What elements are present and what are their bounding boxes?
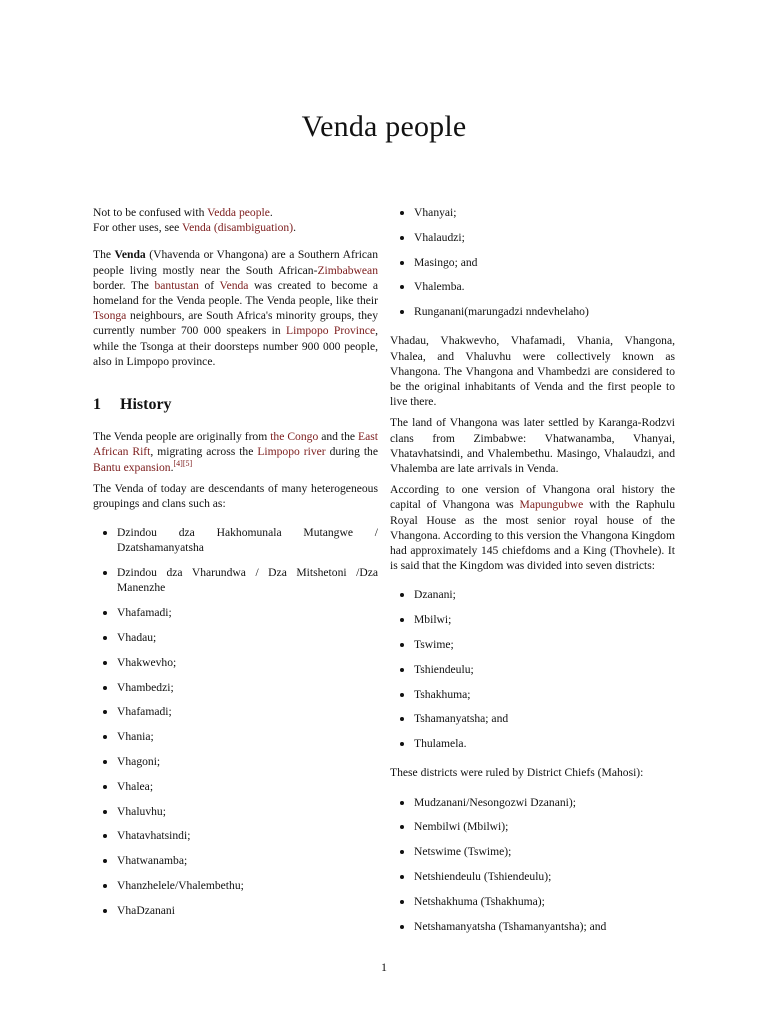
bullet-icon	[400, 825, 404, 829]
chiefs-intro-paragraph: These districts were ruled by District Chiefs (Mahosi):	[390, 766, 644, 780]
list-item-text: Vhanzhelele/Vhalembethu;	[117, 879, 244, 893]
tsonga-link[interactable]: Tsonga	[93, 309, 127, 323]
bullet-icon	[103, 760, 107, 764]
bullet-icon	[400, 310, 404, 314]
list-item-text: Masingo; and	[414, 255, 478, 269]
oral-history-text: with the Raphulu Royal House as the most senior royal house of the Vhangona. According to this version the Vhangona Kingdom had approximately 145 chiefdoms and a King (Thovhele). It is said that the Kingdom was divided into seven districts:	[390, 498, 675, 573]
settlement-paragraph: The land of Vhangona was later settled by Karanga-Rodzvi clans from Zimbabwe: Vhatwanamba, Vhanyai, Vhatavhatsindi, and Vhalembethu. Masingo, Vhalaudzi, and Vhalemba are late arrivals in Venda.	[390, 416, 675, 476]
bullet-icon	[103, 571, 107, 575]
list-item-text: Vhatavhatsindi;	[117, 829, 191, 843]
bullet-icon	[103, 909, 107, 913]
bantustan-link[interactable]: bantustan	[154, 278, 199, 292]
list-item	[93, 605, 378, 620]
list-item	[390, 894, 675, 909]
section-number: 1	[93, 396, 101, 414]
bullet-icon	[103, 834, 107, 838]
list-item	[390, 662, 675, 677]
history-text: and the	[318, 430, 359, 444]
clans-list	[93, 525, 378, 918]
list-item	[93, 704, 378, 719]
list-item-text: Dzindou dza Hakhomunala Mutangwe / Dzatshamanyatsha	[117, 526, 378, 555]
list-item	[390, 230, 675, 245]
oral-history-text: According to one version of Vhangona oral history the capital of Vhangona was	[390, 483, 675, 512]
bullet-icon	[103, 531, 107, 535]
hatnote-text: For other uses, see	[93, 221, 182, 235]
list-item-text: Tshiendeulu;	[414, 662, 474, 676]
bullet-icon	[400, 618, 404, 622]
the-congo-link[interactable]: the Congo	[270, 430, 319, 444]
bullet-icon	[103, 810, 107, 814]
chiefs-list	[390, 795, 675, 934]
intro-text: neighbours, are South Africa's minority groups, they currently number 700 000 speakers in	[93, 309, 378, 338]
section-title: History	[120, 396, 172, 414]
list-item-text: Vhalea;	[117, 779, 154, 793]
bullet-icon	[400, 668, 404, 672]
intro-text: of	[198, 278, 220, 292]
history-text: , migrating across the	[150, 445, 258, 459]
bullet-icon	[400, 900, 404, 904]
list-item	[390, 844, 675, 859]
clans-list-continued	[390, 205, 675, 319]
list-item	[390, 587, 675, 602]
list-item	[93, 878, 378, 893]
history-paragraph-2: The Venda of today are descendants of many heterogeneous groupings and clans such as:	[93, 481, 378, 511]
list-item	[390, 205, 675, 220]
bullet-icon	[103, 636, 107, 640]
list-item	[93, 853, 378, 868]
list-item-text: Tshakhuma;	[414, 687, 471, 701]
list-item	[390, 255, 675, 270]
history-paragraph-1	[93, 429, 378, 475]
citation-link[interactable]: [4][5]	[173, 458, 193, 468]
bullet-icon	[400, 236, 404, 240]
page-title: Venda people	[301, 110, 467, 143]
list-item-text: Tshamanyatsha; and	[414, 712, 509, 726]
list-item-text: Netshakhuma (Tshakhuma);	[414, 894, 545, 908]
list-item-text: Vhatwanamba;	[117, 854, 188, 868]
list-item	[93, 729, 378, 744]
history-text: during the	[325, 445, 378, 459]
list-item	[93, 779, 378, 794]
intro-text: (Vhavenda or Vhangona) are a Southern African people living mostly near the South African-	[93, 248, 378, 277]
list-item-text: Mbilwi;	[414, 613, 452, 627]
list-item	[93, 525, 378, 555]
right-column	[390, 205, 675, 948]
list-item	[390, 795, 675, 810]
hatnote-line-1	[93, 205, 378, 220]
intro-text: border. The	[93, 278, 155, 292]
zimbabwean-link[interactable]: Zimbabwean	[317, 263, 378, 277]
intro-text: , while the Tsonga at their doorsteps number 900 000 people, also in Limpopo province.	[93, 324, 378, 368]
bullet-icon	[400, 850, 404, 854]
hatnote-text: Not to be confused with	[93, 206, 208, 219]
list-item-text: Vhaluvhu;	[117, 804, 166, 818]
intro-bold-term: Venda	[114, 248, 146, 262]
list-item-text: Vhanyai;	[414, 206, 457, 219]
bullet-icon	[103, 884, 107, 888]
list-item	[93, 754, 378, 769]
list-item-text: Dzindou dza Vharundwa / Dza Mitshetoni /Dza Manenzhe	[117, 566, 378, 595]
intro-paragraph	[93, 247, 378, 369]
list-item-text: Mudzanani/Nesongozwi Dzanani);	[414, 795, 576, 809]
list-item	[93, 655, 378, 670]
list-item-text: Nembilwi (Mbilwi);	[414, 820, 509, 834]
bullet-icon	[103, 710, 107, 714]
left-column	[93, 205, 378, 932]
list-item-text: Vhalaudzi;	[414, 230, 465, 244]
list-item	[390, 637, 675, 652]
list-item	[93, 903, 378, 918]
bullet-icon	[400, 717, 404, 721]
list-item-text: Vhalemba.	[414, 280, 465, 294]
list-item-text: Tswime;	[414, 638, 454, 652]
intro-text: was created to become a homeland for the Venda people. The Venda people, like their	[93, 278, 378, 308]
bullet-icon	[103, 611, 107, 615]
bullet-icon	[400, 693, 404, 697]
list-item-text: Vhambedzi;	[117, 680, 174, 694]
list-item	[390, 869, 675, 884]
list-item	[93, 680, 378, 695]
bullet-icon	[103, 859, 107, 863]
intro-text: The	[93, 248, 115, 262]
bullet-icon	[400, 211, 404, 215]
list-item-text: Vhakwevho;	[117, 655, 177, 669]
hatnote-text: .	[293, 221, 296, 235]
list-item	[93, 565, 378, 595]
hatnote	[93, 205, 378, 235]
vhangona-paragraph: Vhadau, Vhakwevho, Vhafamadi, Vhania, Vhangona, Vhalea, and Vhaluvhu were collectively known as Vhangona. The Vhangona and Vhambedzi are considered to be the original inhabitants of Venda and the first people to live there.	[390, 334, 675, 409]
list-item	[93, 630, 378, 645]
history-text: The Venda people are originally from	[93, 430, 271, 444]
bullet-icon	[400, 875, 404, 879]
bullet-icon	[400, 643, 404, 647]
hatnote-line-2	[93, 220, 378, 235]
bullet-icon	[103, 735, 107, 739]
list-item-text: Runganani(marungadzi nndevhelaho)	[414, 305, 589, 319]
list-item	[390, 736, 675, 751]
oral-history-paragraph	[390, 482, 675, 573]
bullet-icon	[103, 785, 107, 789]
list-item	[390, 919, 675, 934]
history-text: .	[170, 460, 174, 474]
limpopo-province-link[interactable]: Limpopo Province	[286, 324, 376, 338]
bullet-icon	[400, 593, 404, 597]
bullet-icon	[103, 661, 107, 665]
venda-link[interactable]: Venda	[219, 278, 249, 292]
bullet-icon	[400, 285, 404, 289]
list-item-text: Vhafamadi;	[117, 705, 172, 719]
list-item	[390, 304, 675, 319]
history-heading	[93, 397, 378, 412]
districts-list	[390, 587, 675, 751]
bantu-expansion-link[interactable]: Bantu expansion	[93, 460, 171, 474]
list-item	[390, 819, 675, 834]
list-item-text: Vhania;	[117, 730, 154, 744]
list-item-text: Vhagoni;	[117, 755, 161, 769]
bullet-icon	[400, 801, 404, 805]
list-item	[93, 828, 378, 843]
list-item-text: Vhadau;	[117, 631, 157, 645]
list-item	[93, 804, 378, 819]
list-item-text: Thulamela.	[414, 737, 467, 751]
list-item-text: VhaDzanani	[117, 903, 175, 917]
venda-disambiguation-link[interactable]: Venda (disambiguation)	[181, 221, 294, 235]
list-item	[390, 612, 675, 627]
mapungubwe-link[interactable]: Mapungubwe	[519, 498, 584, 512]
bullet-icon	[103, 686, 107, 690]
list-item-text: Netshamanyatsha (Tshamanyantsha); and	[414, 919, 607, 933]
list-item	[390, 711, 675, 726]
vedda-people-link[interactable]: Vedda people	[207, 206, 270, 219]
east-african-rift-link[interactable]: East African Rift	[93, 430, 378, 459]
list-item-text: Dzanani;	[414, 588, 456, 602]
limpopo-river-link[interactable]: Limpopo river	[257, 445, 326, 459]
list-item-text: Vhafamadi;	[117, 606, 172, 620]
bullet-icon	[400, 261, 404, 265]
list-item-text: Netshiendeulu (Tshiendeulu);	[414, 870, 552, 884]
list-item-text: Netswime (Tswime);	[414, 845, 512, 859]
page-number: 1	[381, 960, 387, 974]
hatnote-text: .	[269, 206, 273, 219]
bullet-icon	[400, 925, 404, 929]
list-item	[390, 687, 675, 702]
bullet-icon	[400, 742, 404, 746]
list-item	[390, 279, 675, 294]
